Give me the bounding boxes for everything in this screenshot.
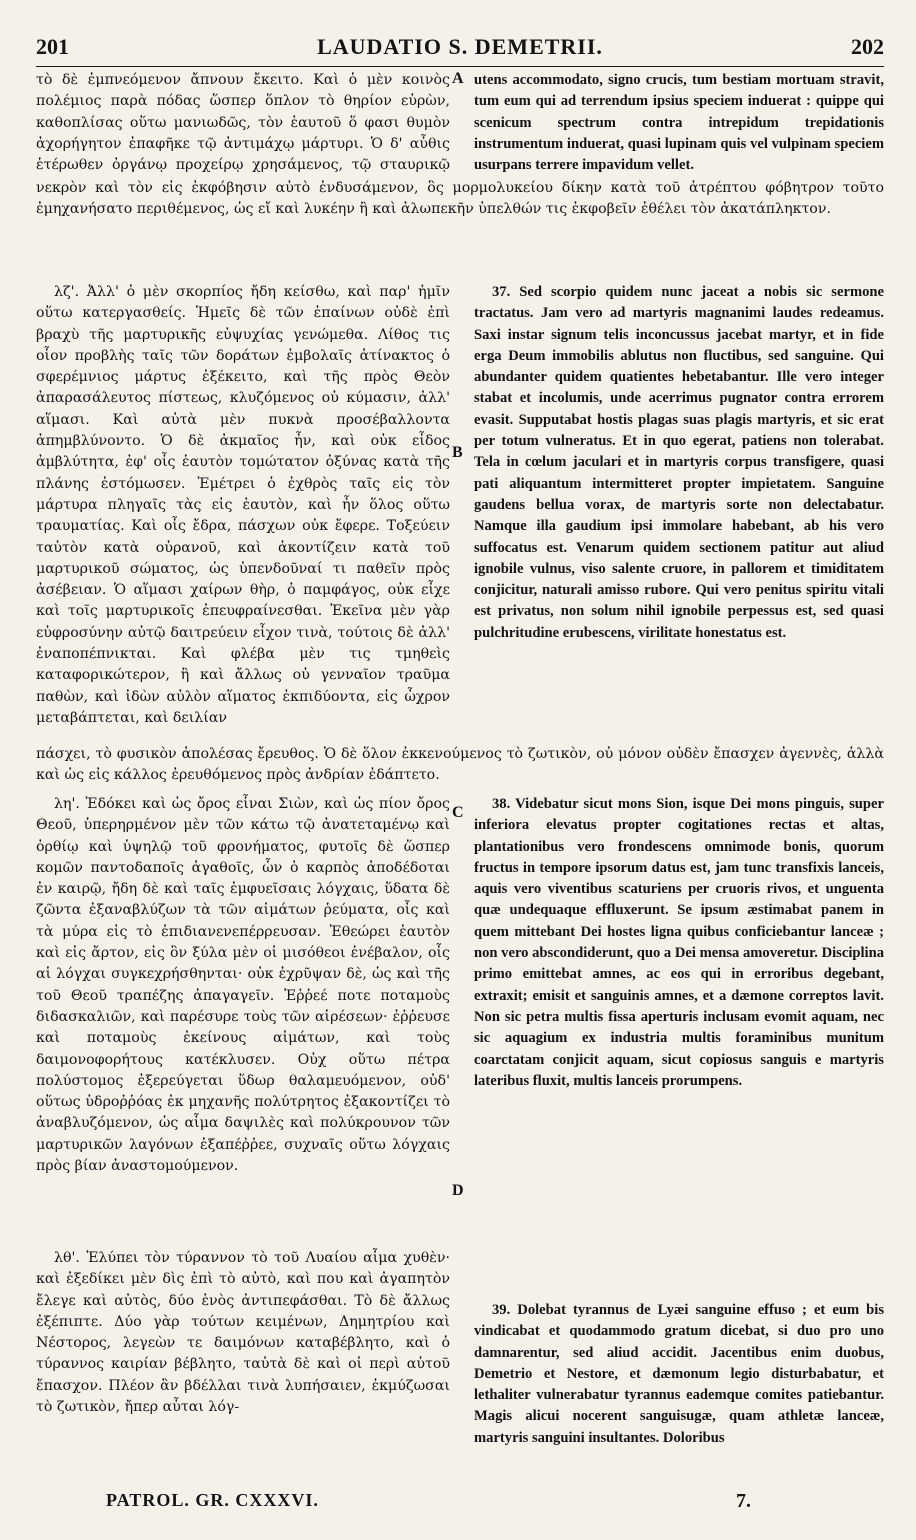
greek-column-block2: [36, 282, 450, 742]
latin-column-block1: [474, 70, 884, 178]
page-footer: [36, 1490, 884, 1520]
latin-column-block2: [474, 282, 884, 742]
latin-column-block4: [474, 1300, 884, 1480]
greek-column-block1: [36, 70, 450, 178]
margin-marker-a: A: [452, 70, 464, 87]
greek-section-38: λη'. Ἐδόκει καὶ ὡς ὄρος εἶναι Σιὼν, καὶ ὡς πίον ὄρος Θεοῦ, ὑπερηρμένον μὲν τῶν κάτω τῷ ἀνατεταμένῳ καὶ ὀρθίῳ καὶ ὑψηλῷ τοῦ φρονήματος, φυτοῖς δὲ ὥσπερ κομῶν παντοδαποῖς ἀγαθοῖς, ὧν ὁ καρπὸς ἀποδέδοται ἐν καιρῷ, ἤδη δὲ καὶ ταῖς ἐμφυεῖσαις λόγχαις, ὕδατα δὲ ζῶντα ἐξαναβλύζων τὰ τῶν αἱμάτων ῥεύματα, οἷς καὶ τὰ μύρα εἰς τὸ ἐπιδιανενεπέρρευσαν. Ἐθεώρει ἑαυτὸν καὶ εἰς ἄρτον, εἰς ὃν ξύλα μὲν οἱ μισόθεοι ἐνέβαλον, οἷς αἱ λόγχαι συγκεχρήσθηνται· οὐκ ἐχρῦψαν δὲ, ὡς καὶ τῆς τοῦ Θεοῦ τραπέζης ἀπαγαγεῖν. Ἐῤῥεέ ποτε ποταμοὺς διδασκαλιῶν, καὶ παρέσυρε τοὺς τῶν αἱρέσεων· ἐῤῥευσε καὶ ποταμοὺς ἐκείνους αἱμάτων, καὶ τοὺς δαιμονοφορήτους κατέκλυσεν. Οὐχ οὕτω πέτρα πολύστομος ἐξερεύγεται ὕδωρ θαλαμευόμενον, οὐδ' οὕτως ὑδροῤῥόας ἐκ μηχανῆς πολύτρητος ἐξακοντίζει τὸ ἀναβλυζόμενον, ὡς αἷμα δαψιλὲς καὶ πολύκρουνον τῶν μαρτυρικῶν λαγόνων ἐξαπέῤῥεε, συχναῖς οὕτω λόγχαις πρὸς βίαν ἀναστομούμενον.: [36, 796, 450, 1175]
greek-column-block4: [36, 1248, 450, 1480]
latin-column-block3: [474, 794, 884, 1242]
greek-text: νεκρὸν καὶ τὸν εἰς ἐκφόβησιν αὐτὸ ἐνδυσάμενον, ὃς μορμολυκείου δίκην κατὰ τοῦ ἀτρέπτου φόβητρον τοῦτο ἐμηχανήσατο περιθέμενος, ὡς εἴ καὶ λυκέην ἢ καὶ ἀλωπεκῆν ὑπελθών τις ἐκφοβεῖν ἐθέλει τὸν ἀκατάπληκτον.: [36, 180, 884, 218]
margin-marker-d: D: [452, 1182, 464, 1199]
volume-signature: PATROL. GR. CXXXVI.: [106, 1490, 319, 1510]
latin-section-39: 39. Dolebat tyrannus de Lyæi sanguine effuso ; et eum bis vindicabat et quodammodo gratum dicebat, si duo pro uno damnarentur, sed aliud accidit. Jacentibus enim duobus, Demetrio et Nestore, et dæmonum legio disturbabatur, et lethaliter vulnerabatur tyrannus eademque comites patiebantur. Magis alicui nocerent sanguisugæ, quam athletæ lanceæ, martyris sanguini insultantes. Doloribus: [474, 1302, 884, 1446]
greek-section-37: λζ'. Ἀλλ' ὁ μὲν σκορπίος ἤδη κείσθω, καὶ παρ' ἡμῖν οὕτω κατεργασθείς. Ἡμεῖς δὲ τῶν ἐπαίνων οὐδὲ ἐπὶ βραχὺ τῆς μαρτυρικῆς εὐψυχίας γενώμεθα. Λίθος τις οἷον προβλὴς ταῖς τῶν δοράτων ἐμβολαῖς ἀτίνακτος ὁ σφερέμνιος μάρτυς ἐξέκειτο, καὶ τῆς πρὸς Θεὸν ἀπαρασάλευτος πίστεως, κλυζόμενος οὐ κύμασιν, ἀλλ' αἵμασι. Καὶ αὐτὰ μὲν πυκνὰ προσέβαλλοντα ἀπημβλύνοντο. Ὁ δὲ ἀκμαῖος ἦν, καὶ οὐκ εἶδος ἀμβλύτητα, ἐφ' οἷς ἑαυτὸν τομώτατον ὀξύνας κατὰ τῆς πλάνης ἐστόμωσεν. Ἐμέτρει ὁ ἐχθρὸς ταῖς εἰς τὸν μάρτυρα πληγαῖς τὰς εἰς ἑαυτὸν, καὶ ἦν ὅλος οὕτω τραυματίας. Καὶ οἷς ἔδρα, πάσχων οὐκ ἔφερε. Τοξεύειν ταὐτὸν κατὰ οὐρανοῦ, καὶ ἀκοντίζειν κατὰ τοῦ μαρτυρικοῦ σώματος, ὡς ὑπενδοῦναί τι παθεῖν πρὸς ἀσέβειαν. Ὁ αἵμασι χαίρων θὴρ, ὁ παμφάγος, οὐκ εἶχε καὶ τοῖς μαρτυρικοῖς ἐπευφραίνεσθαι. Ἐκεῖνα μὲν γὰρ εὐφροσύνην αὐτῷ δαιτρεύειν εἶχον τινὰ, τούτοις δὲ ἀλλ' ἐναποπέπνικται. Καὶ φλέβα μὲν τις τμηθεὶς καταφορικώτερον, ἢ καὶ ἄλλως οὐ γενναῖον τραῦμα παθὼν, καὶ ἰδὼν αὐλὸν αἵματος ἐκπιδύοντα, εἰς ὦχρον μεταβάπτεται, καὶ δειλίαν: [36, 284, 450, 726]
latin-section-38: 38. Videbatur sicut mons Sion, isque Dei mons pinguis, super inferiora elevatus propter cogitationes rectas et altas, plantationibus vero frondescens omnimode bonis, quorum fructus in tempore ipsorum datus est, jam tunc transfixis lanceis, aquis vero viventibus scaturiens per cruoris rivos, et unguenta quæ undequaque effluxerunt. Se ipsum æstimabat panem in quem mittebant Dei hostes ligna quibus conficiebantur lanceæ ; non vero abscondiderunt, quo a Dei mensa amoveretur. Disciplina primo emittebat amnes, ac eos qui in erroribus degebant, extraxit; emisit et sanguinis amnes, et a dæmone correptos lavit. Non sic petra multis fissa aperturis inclusam evomit aquam, nec sic aquagium ex industria multis foraminibus munitum coarctatam conjicit aquam, sicut copiosus sanguis e martyris lateribus fluxit, multis lanceis prorumpens.: [474, 796, 884, 1089]
page-header: [36, 30, 884, 67]
greek-section-39: λθ'. Ἐλύπει τὸν τύραννον τὸ τοῦ Λυαίου αἷμα χυθὲν· καὶ ἐξεδίκει μὲν δὶς ἐπὶ τὸ αὐτὸ, καὶ που καὶ ἀγαπητὸν ἔλεγε καὶ αὐτὸς, δύο ἑνὸς ἀντιπεφάσθαι. Τὸ δὲ ἄλλως ἐξέπιπτε. Δύο γὰρ τούτων κειμένων, Δημητρίου καὶ Νέστορος, λεγεὼν τε δαιμόνων καταβέβλητο, καὶ ὁ τύραννος καιρίαν βέβλητο, ταὐτὰ δὲ καὶ οἱ περὶ αὐτοῦ ἔπασχον. Πλέον ἂν βδέλλαι τινὰ λυπήσαιεν, ἐκμύζωσαι τὸ ζωτικὸν, ἤπερ αὗται λόγ-: [36, 1250, 450, 1416]
margin-marker-b: B: [452, 444, 463, 461]
greek-text: τὸ δὲ ἐμπνεόμενον ἄπνουν ἔκειτο. Καὶ ὁ μὲν κοινὸς πολέμιος παρὰ πόδας ὥσπερ ὅπλον τὸ θηρίον εὑρὼν, καθοπλίσας οὕτω μανιωδῶς, τὸν ἑαυτοῦ ὅ φασι θυμὸν ἀχορήγητον ἐπαφῆκε τῷ ἀντιμάχῳ μάρτυρι. Ὁ δ' αὖθις ἑτέρωθεν ὀργάνῳ προχείρῳ χρησάμενος, τῷ σταυρικῷ: [36, 72, 450, 174]
running-title: LAUDATIO S. DEMETRII.: [317, 34, 603, 59]
latin-section-37: 37. Sed scorpio quidem nunc jaceat a nobis sic sermone tractatus. Jam vero ad martyris magnanimi laudes redeamus. Saxi instar signum telis inconcussus jacebat martyr, et in fide erga Deum immobilis ablutus non fluctibus, sed sanguine. Qui abundanter quidem quatientes hebetabantur. Ille vero integer stabat et incolumis, unde acerrimus pugnator contra errorem evasit. Supputabat hostis plagas suas plagis martyris, et sic erat per totum vulneratus. Et in quo egerat, patiens non tolerabat. Tela in cœlum jaculari et in martyris corpus transfigere, quasi pati aliquantum intermitteret propter impietatem. Sanguine gaudens bellua vorax, de martyris sorte non delectabatur. Namque illa gaudium ipsi immolare habebant, ab his vero suffocatus est. Venarum quidem sectionem patitur aut aliud ignobile vulnus, viso salente cruore, in pallorem et timiditatem conjicitur, naturali amisso rubore. Qui vero penitus spiritu vitali est privatus, non solum nihil ignobile perpessus est, sed quasi pulchritudine erubescens, virilitate honestatus est.: [474, 284, 884, 641]
greek-column-block3: [36, 794, 450, 1242]
greek-fullwidth-block1: [36, 178, 884, 244]
page-number-left: 201: [36, 34, 69, 59]
greek-text: πάσχει, τὸ φυσικὸν ἀπολέσας ἔρευθος. Ὁ δὲ ὅλον ἐκκενούμενος τὸ ζωτικὸν, οὐ μόνον οὐδὲν ἔπασχεν ἀγεννὲς, ἀλλὰ καὶ ὡς εἰς κάλλος ἐρευθόμενος πρὸς ἀνδρίαν ἐδάπτετο.: [36, 746, 884, 784]
page-number-right: 202: [851, 34, 884, 59]
greek-fullwidth-block2: [36, 744, 884, 788]
sheet-number: 7.: [736, 1490, 751, 1512]
margin-marker-c: C: [452, 804, 464, 821]
latin-text: utens accommodato, signo crucis, tum bestiam mortuam stravit, tum eum qui ad terrendum ipsius speciem induerat : quippe qui scenicum spectrum contra intrepidum trepidationis instrumentum induerat, quasi lupinam quis vel vulpinam speciem usurpans terrere impavidum vellet.: [474, 72, 884, 174]
